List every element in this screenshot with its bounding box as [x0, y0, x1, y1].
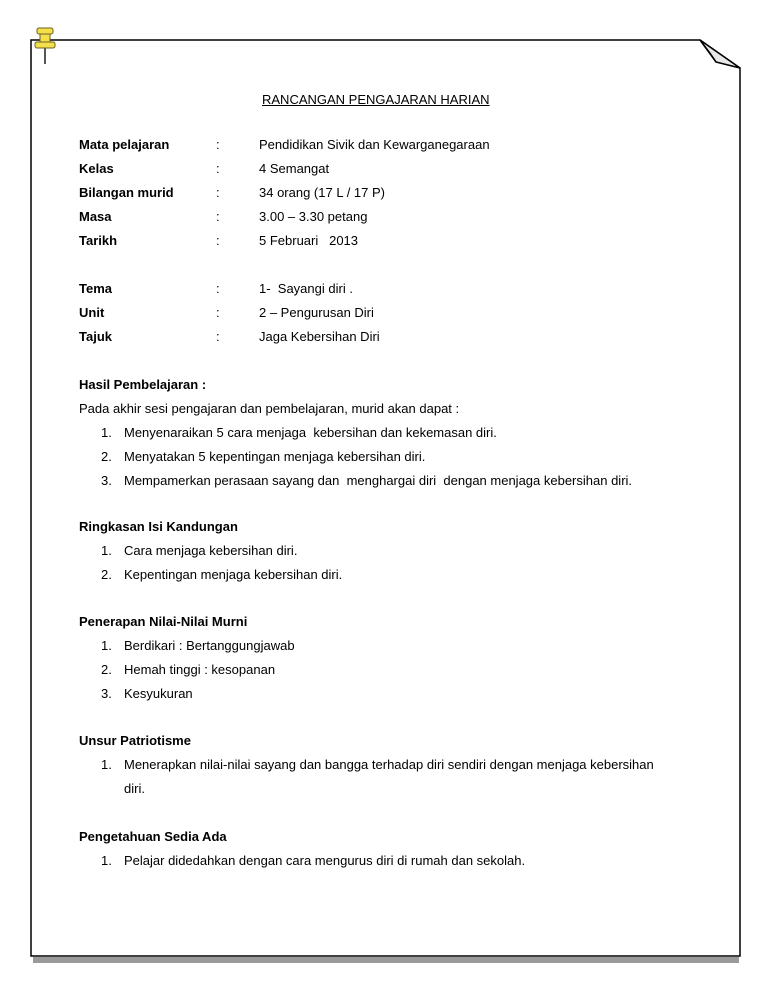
info-colon: : [216, 281, 220, 296]
section-heading-ringkasan: Ringkasan Isi Kandungan [79, 519, 238, 534]
list-number: 1. [101, 425, 112, 440]
info-label: Tema [79, 281, 112, 296]
list-number: 1. [101, 853, 112, 868]
info-colon: : [216, 185, 220, 200]
section-heading-pengetahuan: Pengetahuan Sedia Ada [79, 829, 227, 844]
info-label: Masa [79, 209, 112, 224]
section-heading-nilai: Penerapan Nilai-Nilai Murni [79, 614, 248, 629]
info-row-bilangan-murid [79, 181, 719, 205]
list-text: Hemah tinggi : kesopanan [124, 662, 276, 677]
list-number: 1. [101, 638, 112, 653]
info-value: 1- Sayangi diri . [259, 281, 353, 296]
list-text: Menerapkan nilai-nilai sayang dan bangga terhadap diri sendiri dengan menjaga kebersihan [124, 757, 654, 772]
list-text: Cara menjaga kebersihan diri. [124, 543, 298, 558]
section-heading-hasil: Hasil Pembelajaran : [79, 377, 207, 392]
info-value: Jaga Kebersihan Diri [259, 329, 380, 344]
info-colon: : [216, 161, 220, 176]
list-text: Kesyukuran [124, 686, 193, 701]
info-label: Tajuk [79, 329, 112, 344]
list-number: 3. [101, 686, 112, 701]
document-title: RANCANGAN PENGAJARAN HARIAN [262, 92, 490, 107]
info-label: Unit [79, 305, 105, 320]
info-label: Mata pelajaran [79, 137, 170, 152]
info-row-tema [79, 277, 719, 301]
info-row-tajuk [79, 325, 719, 349]
section-heading-patriotisme: Unsur Patriotisme [79, 733, 191, 748]
info-colon: : [216, 137, 220, 152]
info-label: Tarikh [79, 233, 118, 248]
info-label: Kelas [79, 161, 114, 176]
info-value: Pendidikan Sivik dan Kewarganegaraan [259, 137, 490, 152]
list-text: Kepentingan menjaga kebersihan diri. [124, 567, 343, 582]
info-row-unit [79, 301, 719, 325]
hasil-intro: Pada akhir sesi pengajaran dan pembelajaran, murid akan dapat : [79, 401, 460, 416]
info-value: 4 Semangat [259, 161, 330, 176]
info-colon: : [216, 305, 220, 320]
list-number: 2. [101, 662, 112, 677]
list-number: 2. [101, 449, 112, 464]
info-value: 5 Februari 2013 [259, 233, 359, 248]
list-text: Berdikari : Bertanggungjawab [124, 638, 295, 653]
list-number: 1. [101, 757, 112, 772]
info-value: 34 orang (17 L / 17 P) [259, 185, 385, 200]
info-row-masa [79, 205, 719, 229]
info-row-mata-pelajaran [79, 133, 719, 157]
info-colon: : [216, 329, 220, 344]
info-label: Bilangan murid [79, 185, 174, 200]
page-shadow [33, 957, 739, 963]
info-value: 3.00 – 3.30 petang [259, 209, 368, 224]
list-number: 3. [101, 473, 112, 488]
list-text: diri. [124, 781, 145, 796]
info-colon: : [216, 233, 220, 248]
list-text: Menyatakan 5 kepentingan menjaga kebersihan diri. [124, 449, 426, 464]
info-row-kelas [79, 157, 719, 181]
list-text: Pelajar didedahkan dengan cara mengurus diri di rumah dan sekolah. [124, 853, 526, 868]
list-number: 2. [101, 567, 112, 582]
info-colon: : [216, 209, 220, 224]
list-number: 1. [101, 543, 112, 558]
list-text: Menyenaraikan 5 cara menjaga kebersihan dan kekemasan diri. [124, 425, 497, 440]
info-value: 2 – Pengurusan Diri [259, 305, 374, 320]
list-text: Mempamerkan perasaan sayang dan menghargai diri dengan menjaga kebersihan diri. [124, 473, 633, 488]
info-row-tarikh [79, 229, 719, 253]
